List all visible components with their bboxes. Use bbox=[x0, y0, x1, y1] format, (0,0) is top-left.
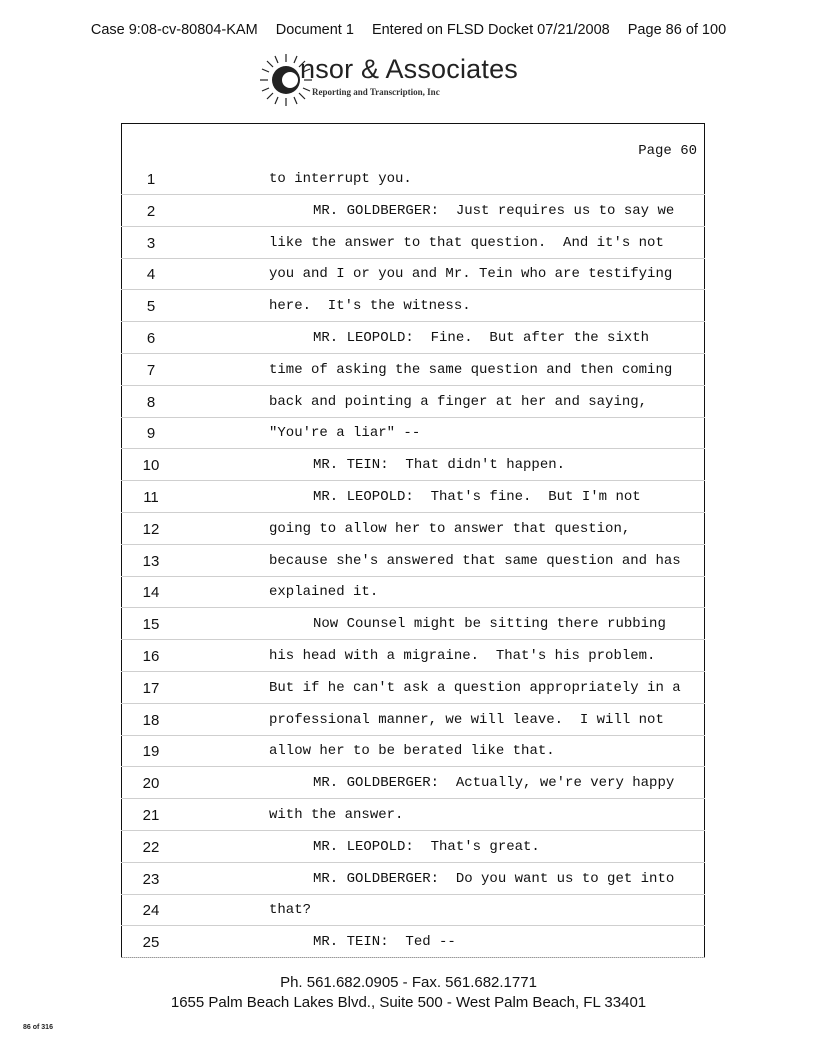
line-number: 14 bbox=[142, 584, 160, 602]
line-text: because she's answered that same question and has bbox=[269, 552, 681, 569]
transcript-line bbox=[121, 259, 705, 290]
transcript-line bbox=[121, 450, 705, 481]
line-number: 23 bbox=[142, 870, 160, 888]
line-text: time of asking the same question and then coming bbox=[269, 361, 673, 378]
transcript-line bbox=[121, 864, 705, 895]
line-number: 1 bbox=[146, 171, 156, 188]
docket-page: Page 86 of 100 bbox=[627, 22, 727, 38]
transcript-line bbox=[121, 323, 705, 354]
page-stamp: 86 of 316 bbox=[23, 1024, 53, 1031]
transcript-line bbox=[121, 641, 705, 672]
transcript-line bbox=[121, 927, 705, 958]
transcript-line bbox=[121, 800, 705, 831]
line-number: 12 bbox=[142, 520, 160, 538]
line-text: But if he can't ask a question appropriately in a bbox=[269, 679, 681, 696]
line-number: 6 bbox=[146, 330, 156, 347]
line-number: 22 bbox=[142, 838, 160, 856]
line-text: like the answer to that question. And it's not bbox=[269, 234, 664, 251]
line-text: MR. GOLDBERGER: Just requires us to say we bbox=[313, 202, 675, 219]
transcript-line bbox=[121, 832, 705, 863]
line-text: Now Counsel might be sitting there rubbing bbox=[313, 616, 666, 633]
transcript-line bbox=[121, 482, 705, 513]
document-number: Document 1 bbox=[275, 22, 354, 38]
line-text: allow her to be berated like that. bbox=[269, 743, 555, 760]
line-number: 15 bbox=[142, 616, 160, 634]
line-number: 18 bbox=[142, 711, 160, 729]
line-number: 8 bbox=[146, 393, 156, 411]
transcript-line bbox=[121, 546, 705, 577]
transcript-line bbox=[121, 705, 705, 736]
line-text: MR. GOLDBERGER: Do you want us to get into bbox=[313, 870, 675, 887]
line-text: with the answer. bbox=[269, 807, 404, 823]
line-text: professional manner, we will leave. I will not bbox=[269, 711, 664, 728]
line-number: 7 bbox=[146, 361, 156, 379]
line-text: that? bbox=[269, 902, 312, 919]
line-number: 5 bbox=[146, 298, 156, 316]
transcript-line bbox=[121, 355, 705, 386]
docket-header bbox=[0, 22, 817, 38]
line-number: 13 bbox=[142, 552, 160, 570]
line-number: 10 bbox=[142, 457, 160, 475]
bottom-dotted-rule bbox=[121, 957, 705, 958]
transcript-line bbox=[121, 164, 705, 195]
transcript-line bbox=[121, 577, 705, 608]
line-text: MR. LEOPOLD: That's great. bbox=[313, 838, 540, 855]
company-logo bbox=[258, 52, 558, 122]
line-number: 3 bbox=[146, 234, 156, 252]
company-tagline: Reporting and Transcription, Inc bbox=[312, 87, 440, 97]
line-number: 20 bbox=[142, 775, 160, 793]
line-text: his head with a migraine. That's his problem. bbox=[269, 648, 656, 664]
line-text: MR. LEOPOLD: Fine. But after the sixth bbox=[313, 330, 650, 346]
transcript-line bbox=[121, 673, 705, 704]
company-name: nsor & Associates bbox=[300, 54, 519, 84]
line-number: 2 bbox=[146, 202, 156, 220]
line-text: MR. TEIN: That didn't happen. bbox=[313, 457, 566, 474]
line-text: explained it. bbox=[269, 584, 379, 601]
line-text: you and I or you and Mr. Tein who are testifying bbox=[269, 266, 673, 283]
line-text: MR. LEOPOLD: That's fine. But I'm not bbox=[313, 489, 641, 505]
transcript-line bbox=[121, 609, 705, 640]
transcript-line bbox=[121, 387, 705, 418]
line-number: 17 bbox=[142, 679, 160, 697]
transcript-line bbox=[121, 514, 705, 545]
line-text: MR. TEIN: Ted -- bbox=[313, 934, 456, 951]
transcript-line bbox=[121, 196, 705, 227]
line-number: 24 bbox=[142, 902, 160, 920]
line-text: back and pointing a finger at her and saying, bbox=[269, 393, 648, 410]
transcript-line bbox=[121, 736, 705, 767]
line-number: 19 bbox=[142, 743, 160, 761]
transcript-line bbox=[121, 768, 705, 799]
line-number: 11 bbox=[143, 489, 159, 506]
line-text: going to allow her to answer that question, bbox=[269, 520, 631, 537]
line-text: here. It's the witness. bbox=[269, 298, 471, 315]
transcript-line bbox=[121, 895, 705, 926]
line-number: 4 bbox=[146, 266, 156, 284]
footer-phone: Ph. 561.682.0905 - Fax. 561.682.1771 bbox=[280, 974, 537, 991]
transcript-line bbox=[121, 418, 705, 449]
transcript-page-label: Page 60 bbox=[638, 143, 697, 159]
line-text: to interrupt you. bbox=[269, 171, 412, 187]
transcript-line bbox=[121, 291, 705, 322]
footer-address: 1655 Palm Beach Lakes Blvd., Suite 500 - West Palm Beach, FL 33401 bbox=[170, 994, 647, 1011]
case-number: Case 9:08-cv-80804-KAM bbox=[90, 22, 258, 38]
transcript-line bbox=[121, 228, 705, 259]
line-number: 16 bbox=[142, 648, 160, 665]
line-number: 9 bbox=[146, 425, 156, 443]
line-text: "You're a liar" -- bbox=[269, 425, 421, 442]
line-text: MR. GOLDBERGER: Actually, we're very happy bbox=[313, 775, 675, 792]
line-number: 25 bbox=[142, 934, 160, 952]
entered-docket: Entered on FLSD Docket 07/21/2008 bbox=[371, 22, 610, 38]
line-number: 21 bbox=[142, 807, 160, 824]
